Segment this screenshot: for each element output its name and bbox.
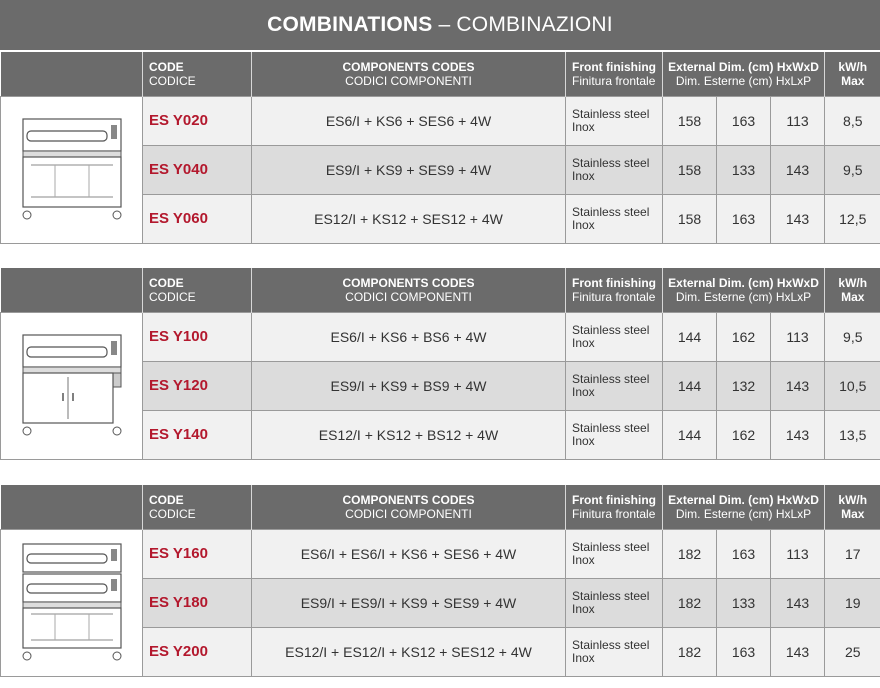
- components-codes: ES9/I + KS9 + BS9 + 4W: [252, 361, 566, 410]
- components-codes: ES12/I + KS12 + BS12 + 4W: [252, 410, 566, 459]
- depth-value: 143: [771, 361, 825, 410]
- product-code: ES Y060: [143, 194, 252, 243]
- height-value: 144: [663, 361, 717, 410]
- depth-value: 113: [771, 312, 825, 361]
- header-kw: kW/h Max: [825, 485, 880, 529]
- product-code: ES Y140: [143, 410, 252, 459]
- components-codes: ES12/I + ES12/I + KS12 + SES12 + 4W: [252, 627, 566, 676]
- front-finishing: Stainless steel Inox: [566, 361, 663, 410]
- combination-table-2: [0, 268, 880, 460]
- front-finishing: Stainless steel Inox: [566, 529, 663, 578]
- components-codes: ES6/I + ES6/I + KS6 + SES6 + 4W: [252, 529, 566, 578]
- depth-value: 143: [771, 627, 825, 676]
- width-value: 132: [717, 361, 771, 410]
- kw-value: 17: [825, 529, 880, 578]
- components-codes: ES6/I + KS6 + BS6 + 4W: [252, 312, 566, 361]
- header-finish: Front finishing Finitura frontale: [566, 268, 663, 312]
- header-finish: Front finishing Finitura frontale: [566, 485, 663, 529]
- height-value: 158: [663, 96, 717, 145]
- header-components: COMPONENTS CODES CODICI COMPONENTI: [252, 485, 566, 529]
- height-value: 182: [663, 578, 717, 627]
- kw-value: 10,5: [825, 361, 880, 410]
- height-value: 158: [663, 194, 717, 243]
- header-blank: [1, 52, 143, 96]
- kw-value: 19: [825, 578, 880, 627]
- single-deck-oven-with-open-stand-icon: [1, 96, 143, 243]
- front-finishing: Stainless steel Inox: [566, 312, 663, 361]
- header-dimensions: External Dim. (cm) HxWxD Dim. Esterne (cm) HxLxP: [663, 268, 825, 312]
- height-value: 182: [663, 529, 717, 578]
- front-finishing: Stainless steel Inox: [566, 578, 663, 627]
- width-value: 133: [717, 145, 771, 194]
- depth-value: 143: [771, 410, 825, 459]
- width-value: 163: [717, 96, 771, 145]
- kw-value: 25: [825, 627, 880, 676]
- table-row: [1, 96, 880, 145]
- double-deck-oven-with-open-stand-icon: [1, 529, 143, 676]
- depth-value: 113: [771, 96, 825, 145]
- product-code: ES Y040: [143, 145, 252, 194]
- width-value: 162: [717, 312, 771, 361]
- header-code: CODE CODICE: [143, 52, 252, 96]
- front-finishing: Stainless steel Inox: [566, 410, 663, 459]
- kw-value: 13,5: [825, 410, 880, 459]
- product-code: ES Y020: [143, 96, 252, 145]
- front-finishing: Stainless steel Inox: [566, 627, 663, 676]
- product-code: ES Y120: [143, 361, 252, 410]
- table-row: [1, 529, 880, 578]
- header-components: COMPONENTS CODES CODICI COMPONENTI: [252, 268, 566, 312]
- components-codes: ES6/I + KS6 + SES6 + 4W: [252, 96, 566, 145]
- table-header: [1, 268, 880, 312]
- components-codes: ES9/I + ES9/I + KS9 + SES9 + 4W: [252, 578, 566, 627]
- height-value: 144: [663, 312, 717, 361]
- width-value: 133: [717, 578, 771, 627]
- header-blank: [1, 485, 143, 529]
- header-components: COMPONENTS CODES CODICI COMPONENTI: [252, 52, 566, 96]
- header-kw: kW/h Max: [825, 52, 880, 96]
- width-value: 162: [717, 410, 771, 459]
- product-code: ES Y200: [143, 627, 252, 676]
- single-deck-oven-with-cabinet-stand-icon: [1, 312, 143, 459]
- width-value: 163: [717, 627, 771, 676]
- header-code: CODE CODICE: [143, 485, 252, 529]
- header-finish: Front finishing Finitura frontale: [566, 52, 663, 96]
- product-code: ES Y160: [143, 529, 252, 578]
- height-value: 182: [663, 627, 717, 676]
- combination-table-3: [0, 485, 880, 677]
- header-blank: [1, 268, 143, 312]
- header-dimensions: External Dim. (cm) HxWxD Dim. Esterne (cm) HxLxP: [663, 52, 825, 96]
- width-value: 163: [717, 529, 771, 578]
- width-value: 163: [717, 194, 771, 243]
- product-code: ES Y100: [143, 312, 252, 361]
- depth-value: 143: [771, 578, 825, 627]
- height-value: 158: [663, 145, 717, 194]
- combination-table-1: [0, 52, 880, 244]
- header-code: CODE CODICE: [143, 268, 252, 312]
- table-header: [1, 52, 880, 96]
- kw-value: 12,5: [825, 194, 880, 243]
- depth-value: 143: [771, 194, 825, 243]
- front-finishing: Stainless steel Inox: [566, 96, 663, 145]
- title-light: – COMBINAZIONI: [438, 13, 613, 36]
- depth-value: 143: [771, 145, 825, 194]
- kw-value: 9,5: [825, 312, 880, 361]
- page-title: [0, 0, 880, 50]
- product-code: ES Y180: [143, 578, 252, 627]
- kw-value: 8,5: [825, 96, 880, 145]
- title-bold: COMBINATIONS: [267, 13, 433, 36]
- table-row: [1, 312, 880, 361]
- components-codes: ES12/I + KS12 + SES12 + 4W: [252, 194, 566, 243]
- front-finishing: Stainless steel Inox: [566, 145, 663, 194]
- table-header: [1, 485, 880, 529]
- header-kw: kW/h Max: [825, 268, 880, 312]
- height-value: 144: [663, 410, 717, 459]
- components-codes: ES9/I + KS9 + SES9 + 4W: [252, 145, 566, 194]
- kw-value: 9,5: [825, 145, 880, 194]
- header-dimensions: External Dim. (cm) HxWxD Dim. Esterne (cm) HxLxP: [663, 485, 825, 529]
- depth-value: 113: [771, 529, 825, 578]
- front-finishing: Stainless steel Inox: [566, 194, 663, 243]
